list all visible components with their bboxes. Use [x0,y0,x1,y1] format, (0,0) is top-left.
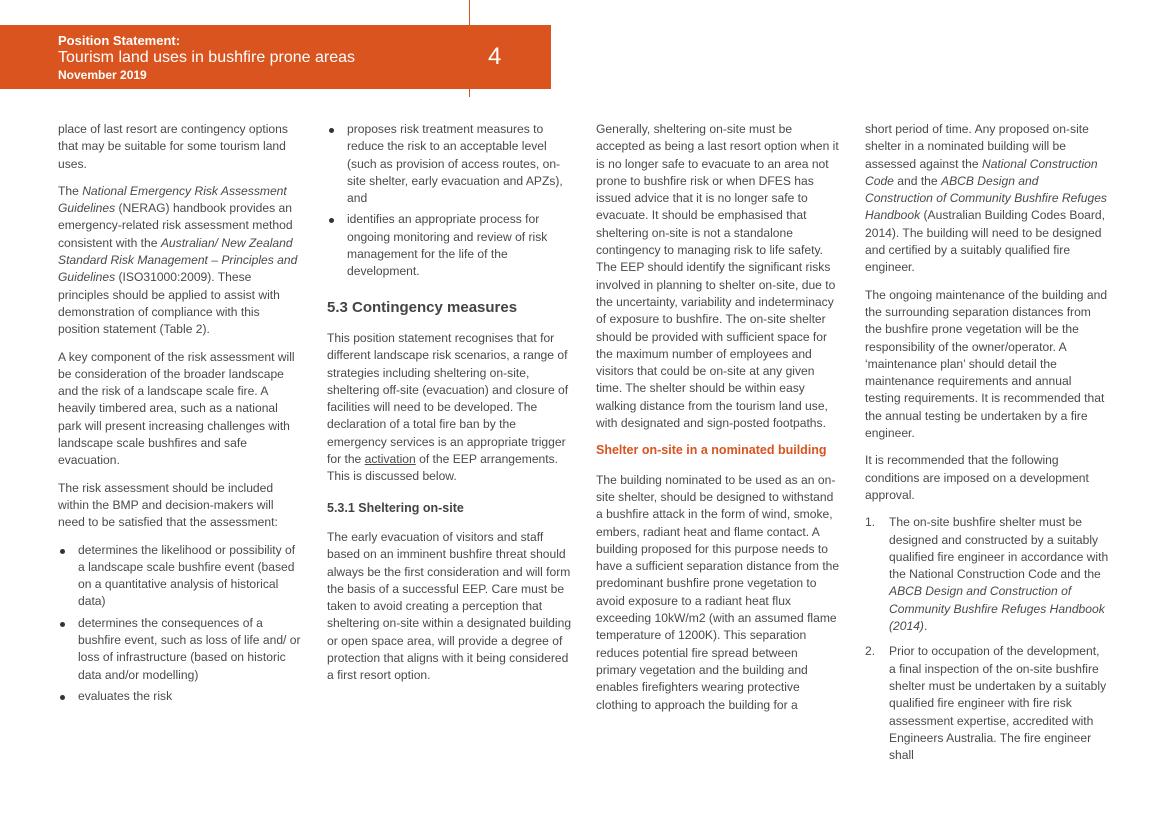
document-date: November 2019 [58,68,147,82]
list-item: identifies an appropriate process for ongoing monitoring and review of risk management for the life of the development. [327,211,572,280]
underlined-term: activation [364,452,416,467]
paragraph: short period of time. Any proposed on-site shelter in a nominated building will be assessed against the National Construction Code and the ABCB Design and Construction of Community Bushfire Refuges Handbook (Australian Building Codes Board, 2014). The building will need to be designed and certified by a suitably qualified fire engineer. [865,122,1107,275]
subsection-heading: Shelter on-site in a nominated building [596,443,827,458]
paragraph: The building nominated to be used as an on-site shelter, should be designed to withstand a bushfire attack in the form of wind, smoke, embers, radiant heat and flame contact. A building proposed for this purpose needs to have a sufficient separation distance from the predominant bushfire prone vegetation to avoid exposure to a radiant heat flux exceeding 10kW/m2 (with an assumed flame temperature of 1200K). This separation reduces potential fire spread between primary vegetation and the building and enables firefighters wearing protective clothing to approach the building for a [596,472,840,712]
list-item: 2. Prior to occupation of the development, a final inspection of the on-site bushfire shelter must be undertaken by a suitably qualified fire engineer with fire risk assessment expertise, accredited with Engineers Australia. The fire engineer shall [865,644,1107,763]
paragraph: A key component of the risk assessment will be consideration of the broader landscape and the risk of a landscape scale fire. A heavily timbered area, such as a national park will present increasing challenges with landscape scale bushfires and safe evacuation. [58,349,295,468]
citation-title: ABCB Design and Construction of Community Bushfire Refuges Handbook (2014) [889,584,1105,634]
bullet-list [327,121,572,281]
text-column-3 [596,121,840,724]
paragraph: Generally, sheltering on-site must be accepted as being a last resort option when it is no longer safe to evacuate to an area not prone to bushfire risk or when DFES has issued advice that it is no longer safe to evacuate. It should be emphasised that sheltering on-site is not a standalone contingency to managing risk to life safety. The EEP should identify the significant risks involved in planning to shelter on-site, due to the uncertainty, variability and indeterminacy of exposure to bushfire. The on-site shelter should be provided with sufficient space for the maximum number of employees and visitors that could be on-site at any given time. The shelter should be within easy walking distance from the tourism land use, with designated and sign-posted footpaths. [596,122,839,431]
citation-title: National Construction Code [865,156,1098,188]
citation-title: Australian/ New Zealand Standard Risk Management – Principles and Guidelines [58,235,298,285]
paragraph: The National Emergency Risk Assessment Guidelines (NERAG) handbook provides an emergency-related risk assessment method consistent with the Australian/ New Zealand Standard Risk Management – Principles and Guidelines (ISO31000:2009). These principles should be applied to assist with demonstration of compliance with this position statement (Table 2). [58,183,298,337]
citation-title: National Emergency Risk Assessment Guidelines [58,183,287,216]
list-item: proposes risk treatment measures to reduce the risk to an acceptable level (such as provision of access routes, on-site shelter, early evacuation and APZs), and [327,121,572,207]
document-title: Tourism land uses in bushfire prone areas [58,49,356,66]
bullet-list [58,542,301,706]
list-number: 2. [865,644,876,659]
list-item: determines the likelihood or possibility of a landscape scale bushfire event (based on a quantitative analysis of historical data) [58,542,301,611]
paragraph: It is recommended that the following conditions are imposed on a development approval. [865,453,1089,502]
paragraph: The risk assessment should be included within the BMP and decision-makers will need to be satisfied that the assessment: [58,480,278,530]
header-label: Position Statement: [58,33,181,48]
subsection-heading: 5.3.1 Sheltering on-site [327,500,464,515]
list-item: determines the consequences of a bushfire event, such as loss of life and/ or loss of infrastructure (based on historic data and/or modelling) [58,615,301,684]
citation-title: ABCB Design and Construction of Community Bushfire Refuges Handbook [865,173,1107,223]
text-column-2 [327,121,572,695]
document-header [0,25,551,89]
text-column-1 [58,121,301,715]
list-item: evaluates the risk [58,688,301,705]
list-number: 1. [865,515,876,530]
section-heading: 5.3 Contingency measures [327,298,518,316]
list-item: 1. The on-site bushfire shelter must be designed and constructed by a suitably qualified fire engineer in accordance with the National Construction Code and the ABCB Design and Construction of Community Bushfire Refuges Handbook (2014). [865,515,1109,634]
page-number: 4 [488,43,502,70]
paragraph: The ongoing maintenance of the building and the surrounding separation distances from the bushfire prone vegetation will be the responsibility of the owner/operator. A ‘maintenance plan’ should detail the maintenance requirements and annual testing requirements. It is recommended that the annual testing be undertaken by a fire engineer. [865,287,1108,441]
paragraph: The early evacuation of visitors and staff based on an imminent bushfire threat should always be the first consideration and will form the basis of a successful EEP. Care must be taken to avoid creating a perception that sheltering on-site within a designated building or open space area, will provide a degree of protection that aligns with it being considered a first resort option. [327,529,572,683]
numbered-list [865,514,1109,764]
paragraph: This position statement recognises that for different landscape risk scenarios, a range of strategies including sheltering on-site, sheltering off-site (evacuation) and closure of facilities will need to be developed. The declaration of a total fire ban by the emergency services is an appropriate trigger for the activation of the EEP arrangements. This is discussed below. [327,330,569,484]
text-column-4 [865,121,1109,772]
paragraph: place of last resort are contingency options that may be suitable for some tourism land uses. [58,122,288,171]
